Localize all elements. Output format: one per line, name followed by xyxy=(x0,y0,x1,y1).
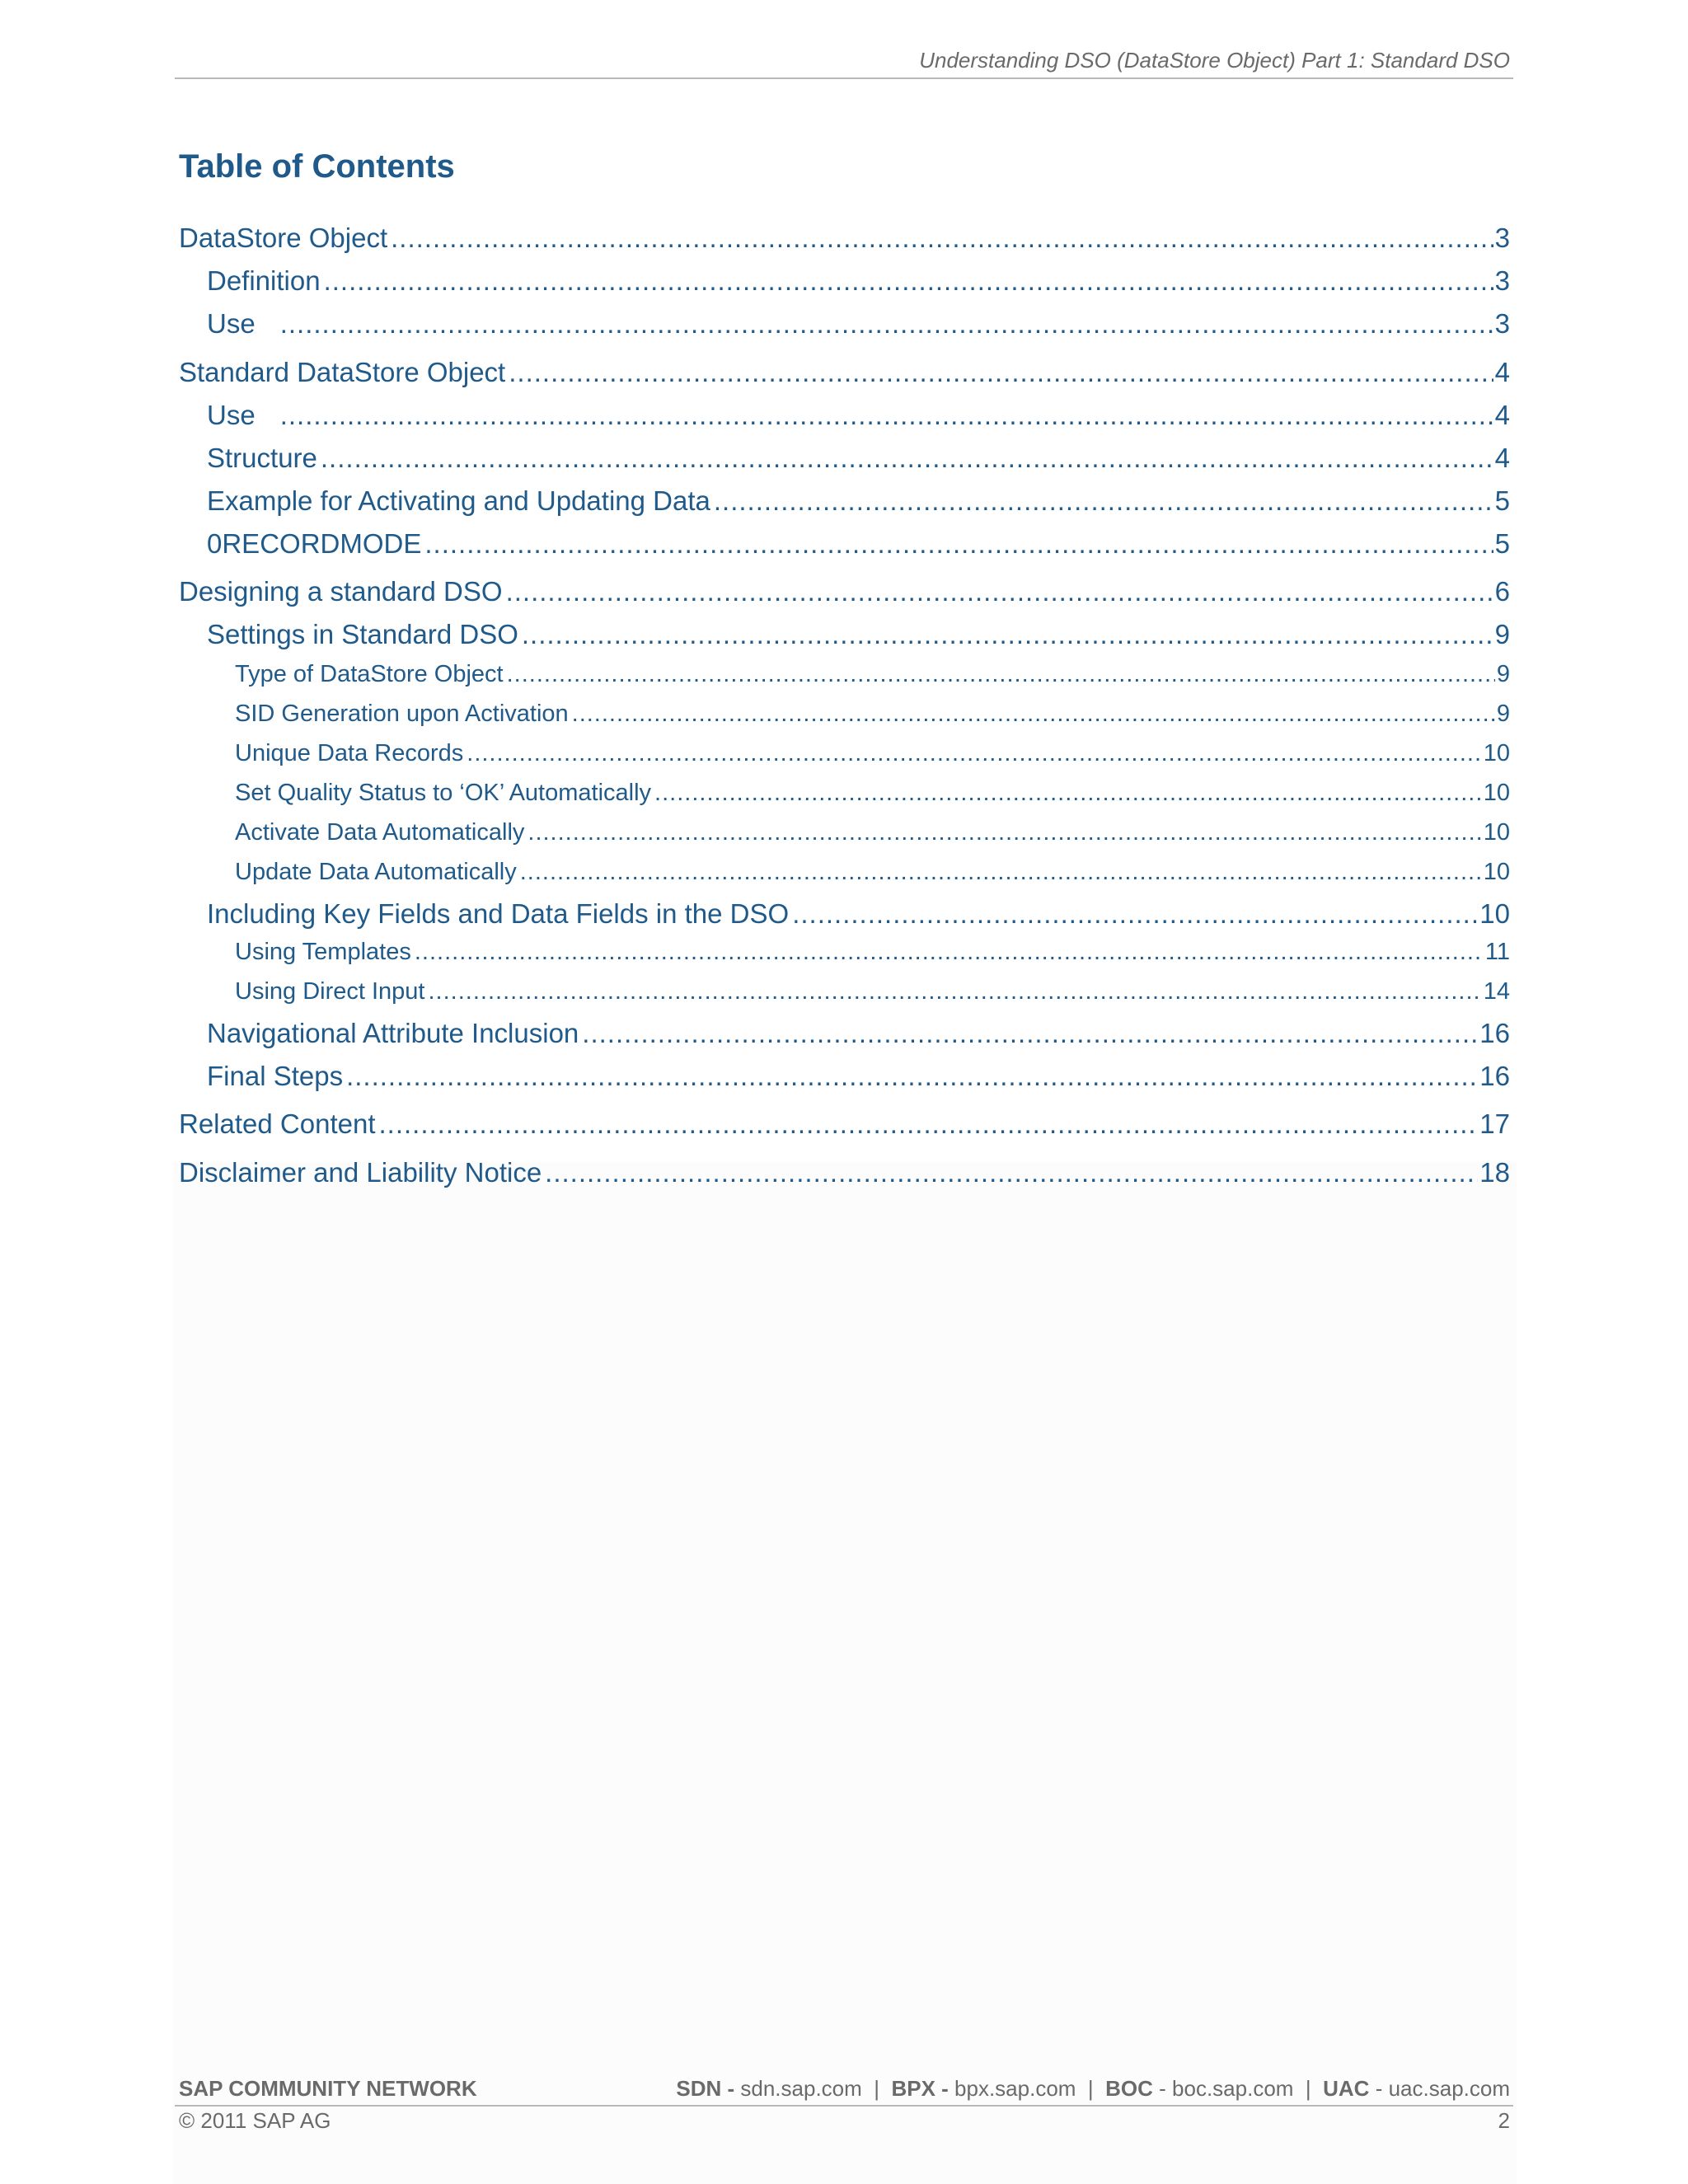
toc-leader-dots xyxy=(654,780,1482,807)
toc-entry-set-quality-status[interactable] xyxy=(235,780,1510,813)
toc-entry-page: 4 xyxy=(1494,443,1510,473)
toc-entry-page: 3 xyxy=(1494,265,1510,296)
footer-separator: | xyxy=(1305,2076,1311,2101)
toc-entry-page: 18 xyxy=(1479,1157,1510,1188)
toc-leader-dots xyxy=(792,898,1478,930)
toc-entry-label: Update Data Automatically xyxy=(235,859,517,885)
footer-boc-label: BOC xyxy=(1105,2076,1153,2101)
toc-entry-designing-standard-dso[interactable] xyxy=(179,576,1510,609)
toc-entry-page: 10 xyxy=(1483,859,1510,885)
footer-bpx-label: BPX - xyxy=(891,2076,949,2101)
toc-entry-activate-data-automatically[interactable] xyxy=(235,819,1510,852)
toc-entry-label: Using Templates xyxy=(235,939,411,965)
footer-uac-label: UAC xyxy=(1323,2076,1370,2101)
toc-entry-page: 10 xyxy=(1483,780,1510,806)
toc-entry-label: Designing a standard DSO xyxy=(179,576,503,607)
toc-leader-dots xyxy=(522,619,1493,650)
toc-entry-use[interactable] xyxy=(207,308,1510,341)
toc-entry-page: 11 xyxy=(1484,939,1510,965)
toc-entry-page: 17 xyxy=(1479,1108,1510,1139)
toc-entry-sid-generation[interactable] xyxy=(235,701,1510,733)
toc-entry-page: 3 xyxy=(1494,308,1510,339)
toc-leader-dots xyxy=(324,265,1493,297)
toc-title: Table of Contents xyxy=(179,148,455,185)
toc-entry-label: Final Steps xyxy=(207,1061,344,1091)
page-background-shade xyxy=(173,1162,1517,2184)
toc-entry-standard-datastore-object[interactable] xyxy=(179,357,1510,390)
toc-leader-dots xyxy=(346,1061,1478,1092)
footer-uac-link[interactable]: uac.sap.com xyxy=(1388,2076,1510,2101)
toc-entry-label: Navigational Attribute Inclusion xyxy=(207,1018,579,1048)
toc-entry-label: Related Content xyxy=(179,1108,376,1139)
toc-leader-dots xyxy=(467,740,1481,767)
toc-entry-label: DataStore Object xyxy=(179,223,388,253)
toc-entry-page: 5 xyxy=(1494,528,1510,559)
toc-entry-label: Unique Data Records xyxy=(235,740,464,766)
toc-entry-use[interactable] xyxy=(207,400,1510,433)
toc-entry-page: 10 xyxy=(1479,898,1510,929)
toc-leader-dots xyxy=(507,661,1495,688)
toc-entry-type-of-datastore-object[interactable] xyxy=(235,661,1510,694)
toc-entry-label: Definition xyxy=(207,265,321,296)
footer-site-links xyxy=(626,2076,1510,2102)
toc-entry-using-direct-input[interactable] xyxy=(235,978,1510,1011)
toc-entry-page: 9 xyxy=(1496,701,1510,727)
toc-entry-page: 4 xyxy=(1494,400,1510,430)
footer-boc-link[interactable]: boc.sap.com xyxy=(1172,2076,1294,2101)
toc-entry-disclaimer-liability[interactable] xyxy=(179,1157,1510,1190)
toc-leader-dots xyxy=(280,308,1493,340)
toc-entry-page: 5 xyxy=(1494,485,1510,516)
toc-leader-dots xyxy=(280,400,1493,431)
toc-entry-label: Including Key Fields and Data Fields in the DSO xyxy=(207,898,790,929)
footer-bpx-link[interactable]: bpx.sap.com xyxy=(954,2076,1076,2101)
toc-leader-dots xyxy=(545,1157,1478,1188)
toc-entry-navigational-attribute-inclusion[interactable] xyxy=(207,1018,1510,1051)
toc-leader-dots xyxy=(379,1108,1479,1140)
toc-entry-final-steps[interactable] xyxy=(207,1061,1510,1094)
toc-entry-label: Type of DataStore Object xyxy=(235,661,504,687)
toc-entry-including-key-fields[interactable] xyxy=(207,898,1510,931)
toc-entry-page: 4 xyxy=(1494,357,1510,387)
toc-entry-label: Disclaimer and Liability Notice xyxy=(179,1157,542,1188)
footer-separator: | xyxy=(1087,2076,1094,2101)
toc-leader-dots xyxy=(520,859,1482,886)
toc-leader-dots xyxy=(714,485,1493,517)
toc-leader-dots xyxy=(509,357,1493,388)
toc-entry-label: Using Direct Input xyxy=(235,978,425,1005)
toc-entry-using-templates[interactable] xyxy=(235,939,1510,972)
toc-entry-page: 6 xyxy=(1494,576,1510,607)
toc-leader-dots xyxy=(572,701,1495,728)
toc-entry-settings-standard-dso[interactable] xyxy=(207,619,1510,652)
footer-sdn-label: SDN - xyxy=(676,2076,735,2101)
toc-leader-dots xyxy=(429,978,1482,1005)
toc-entry-definition[interactable] xyxy=(207,265,1510,298)
toc-entry-label: Use xyxy=(207,308,256,339)
toc-entry-label: Standard DataStore Object xyxy=(179,357,506,387)
toc-leader-dots xyxy=(582,1018,1478,1049)
footer-page-number: 2 xyxy=(1498,2108,1510,2133)
toc-entry-structure[interactable] xyxy=(207,443,1510,476)
toc-entry-update-data-automatically[interactable] xyxy=(235,859,1510,892)
toc-entry-related-content[interactable] xyxy=(179,1108,1510,1141)
toc-entry-unique-data-records[interactable] xyxy=(235,740,1510,773)
footer-sdn-link[interactable]: sdn.sap.com xyxy=(740,2076,862,2101)
toc-entry-label: Use xyxy=(207,400,256,430)
toc-entry-page: 10 xyxy=(1483,819,1510,846)
toc-entry-page: 16 xyxy=(1479,1061,1510,1091)
toc-entry-label: Settings in Standard DSO xyxy=(207,619,518,649)
toc-entry-page: 3 xyxy=(1494,223,1510,253)
footer-dash: - xyxy=(1159,2076,1166,2101)
toc-entry-label: SID Generation upon Activation xyxy=(235,701,569,727)
toc-entry-label: 0RECORDMODE xyxy=(207,528,422,559)
toc-leader-dots xyxy=(391,223,1493,254)
toc-entry-label: Set Quality Status to ‘OK’ Automatically xyxy=(235,780,652,806)
toc-entry-datastore-object[interactable] xyxy=(179,223,1510,255)
toc-leader-dots xyxy=(424,528,1493,560)
toc-leader-dots xyxy=(415,939,1484,966)
toc-entry-label: Example for Activating and Updating Data xyxy=(207,485,710,516)
toc-leader-dots xyxy=(528,819,1481,846)
footer-separator: | xyxy=(874,2076,879,2101)
toc-leader-dots xyxy=(321,443,1493,474)
toc-entry-label: Activate Data Automatically xyxy=(235,819,525,846)
toc-entry-label: Structure xyxy=(207,443,317,473)
footer-copyright: © 2011 SAP AG xyxy=(179,2108,331,2133)
toc-entry-page: 9 xyxy=(1494,619,1510,649)
toc-entry-example-activating-updating[interactable] xyxy=(207,485,1510,518)
toc-entry-page: 16 xyxy=(1479,1018,1510,1048)
toc-entry-0recordmode[interactable] xyxy=(207,528,1510,561)
footer-divider xyxy=(175,2105,1513,2107)
footer-network-name: SAP COMMUNITY NETWORK xyxy=(179,2076,477,2101)
footer-dash: - xyxy=(1375,2076,1383,2101)
running-header: Understanding DSO (DataStore Object) Part 1: Standard DSO xyxy=(919,48,1510,73)
toc-leader-dots xyxy=(506,576,1493,607)
toc-entry-page: 10 xyxy=(1483,740,1510,766)
toc-entry-page: 14 xyxy=(1483,978,1510,1005)
toc-entry-page: 9 xyxy=(1496,661,1510,687)
